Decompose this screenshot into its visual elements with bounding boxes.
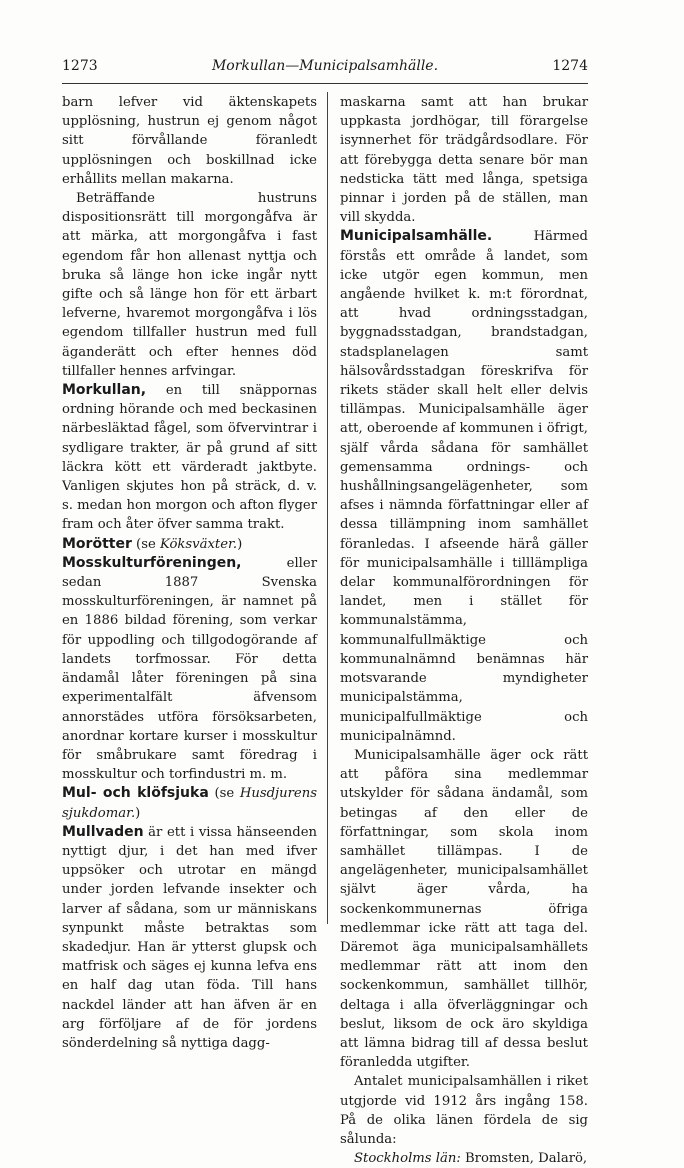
paragraph-morgongafva: Beträffande hustruns dispositionsrätt till morgongåfva är att märka, att morgongåfva i fast egendom får hon allenast nyttja och bruka så länge hon icke ingår nytt gifte och så länge hon för ett ärbart lefverne, hvaremot morgongåfva i lös egendom tillfaller hustrun med full äganderätt och efter hennes död tillfaller hennes arfvingar. [62,191,317,379]
entry-mullvaden [62,823,317,1053]
see-suffix: ) [237,536,243,552]
see-prefix: (se [208,786,240,802]
entry-text: Härmed förstås ett område å landet, som icke utgör egen kommun, men angående hvilket k. m:t förordnat, att hvad ordningsstadgan, byggnadsstadgan, brandstadgan, stadsplanelagen samt hälsovårdsstadgan föreskrifva för rikets städer skall helt eller delvis tillämpas. Municipalsamhälle äger att, oberoende af kommunen i öfrigt, själf vårda sådana för samhället gemensamma ordnings- och hushållningsangelägenheter, som afses i nämnda författningar eller af dessa tillämpning inom samhället föranledas. I afseende härå gäller för municipalsamhälle i tilllämpliga delar kommunalförordningen för landet, men i stället för kommunalstämma, kommunalfullmäktige och kommunalnämnd benämnas här motsvarande myndigheter municipalstämma, municipalfullmäktige och municipalnämnd. [340,229,588,744]
county-name: Stockholms län: [354,1151,461,1167]
paragraph-antalet: Antalet municipalsamhällen i riket utgjorde vid 1912 års ingång 158. På de olika länen fördela de sig sålunda: [340,1074,588,1147]
cross-reference: Köksväxter. [159,536,238,552]
entry-morotter [62,535,317,554]
running-title: Morkullan—Municipalsamhälle. [211,58,439,74]
left-column [62,93,317,1053]
entry-text: eller sedan 1887 Svenska mosskulturföreningen, är namnet på en 1886 bildad förening, som verkar för uppodling och tillgodogörande af landets torfmossar. För detta ändamål låter föreningen på sina experimentalfält äfvensom annorstädes utföra försöksarbeten, anordnar kortare kurser i mosskultur för småbrukare samt föredrag i mosskultur och torfindustri m. m. [62,555,317,783]
entry-heading: Municipalsamhälle. [340,228,493,245]
entry-heading: Mullvaden [62,823,144,840]
entry-text: en till snäppornas ordning hörande och med beckasinen närbesläktad fågel, som öfvervintrar i sydligare trakter, är på grund af sitt läckra kött ett värderadt jaktbyte. Vanligen skjutes hon på sträck, d. v. s. medan hon morgon och afton flyger fram och åter öfver samma trakt. [62,383,317,533]
column-divider [327,92,328,924]
right-page-number: 1274 [552,58,588,74]
paragraph-utskylder: Municipalsamhälle äger ock rätt att påföra sina medlemmar utskylder för sådana ändamål, som betingas af den eller de författningar, som skola inom samhället tillämpas. I de angelägenheter, municipalsamhället självt äger vårda, ha sockenkommunernas öfriga medlemmar icke rätt att taga del. Däremot äga municipalsamhällets medlemmar rätt att inom den sockenkommun, samhället tillhör, deltaga i alla öfverläggningar och beslut, liksom de ock äro skyldiga att lämna bidrag till af dessa beslut föranledda utgifter. [340,747,588,1071]
entry-heading: Mul- och klöfsjuka [62,785,209,802]
header-rule [62,83,588,84]
continued-paragraph: barn lefver vid äktenskapets upplösning, hustrun ej genom något sitt förvållande föranledt upplösningen och boskillnad icke erhållits mellan makarna. [62,95,317,187]
running-header [62,58,588,80]
entry-morkullan [62,381,317,535]
entry-mul-och-klofsjuka [62,784,317,822]
town-list: Bromsten, Dalarö, [460,1151,588,1167]
entry-mosskulturforeningen [62,554,317,784]
left-page-number: 1273 [62,58,98,74]
entry-heading: Morötter [62,535,132,552]
see-suffix: ) [135,805,141,821]
cross-reference: Husdjurens sjukdomar. [62,786,317,821]
paragraph-stockholms-lan [340,1149,588,1168]
continued-paragraph: maskarna samt att han brukar uppkasta jordhögar, till förargelse isynnerhet för trädgårdsodlare. För att förebygga detta senare bör man nedsticka tätt med långa, spetsiga pinnar i jorden på de ställen, man vill skydda. [340,95,588,226]
entry-municipalsamhalle [340,227,588,745]
entry-text: är ett i vissa hänseenden nyttigt djur, i det han med ifver uppsöker och utrotar en mängd under jorden lefvande insekter och larver af sådana, som ur människans synpunkt måste betraktas som skadedjur. Han är ytterst glupsk och matfrisk och säges ej kunna lefva ens en half dag utan föda. Till hans nackdel länder att han äfven är en arg förföljare af de för jordens sönderdelning så nyttiga dagg- [62,824,317,1051]
right-column [340,93,588,1168]
entry-heading: Mosskulturföreningen, [62,554,242,571]
see-prefix: (se [131,536,160,552]
entry-heading: Morkullan, [62,382,147,399]
